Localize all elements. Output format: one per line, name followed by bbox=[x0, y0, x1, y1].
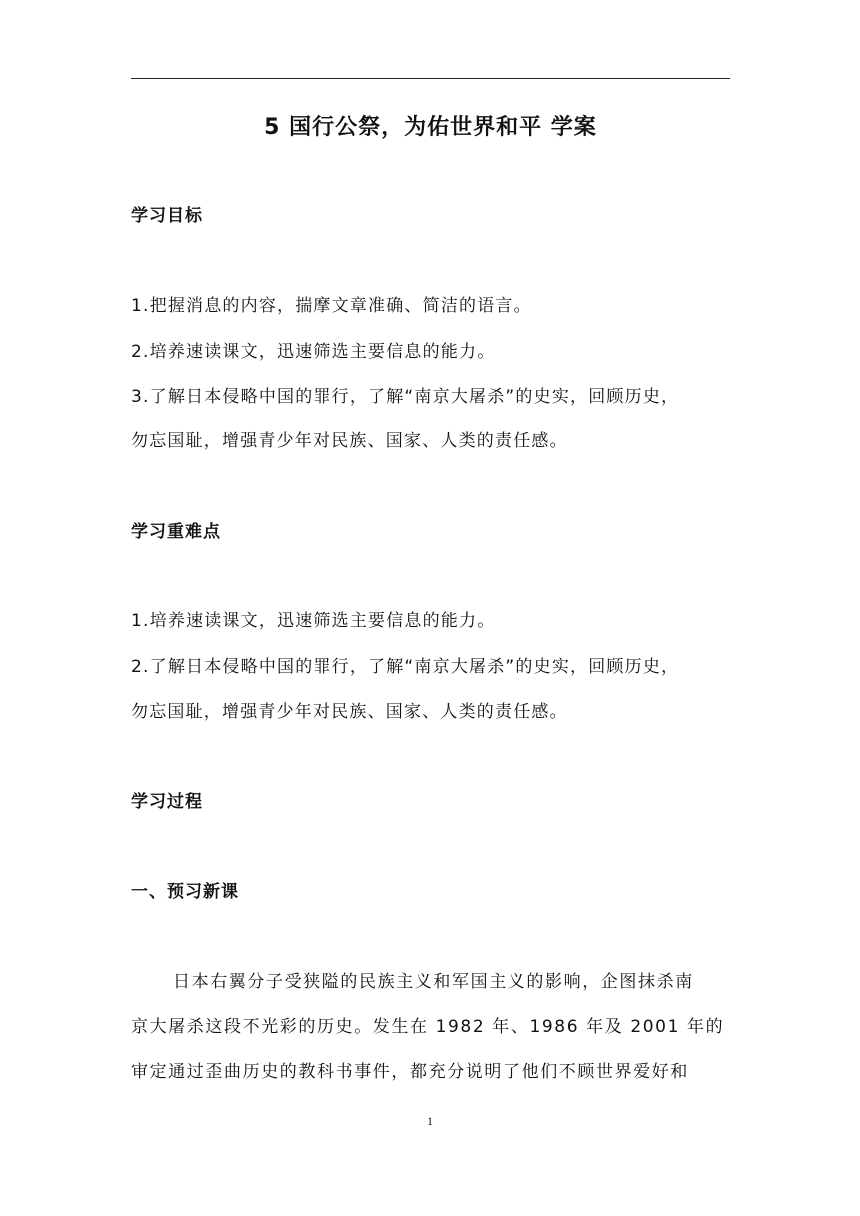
process-heading: 学习过程 bbox=[131, 792, 203, 812]
header-rule bbox=[131, 78, 730, 79]
objective-item-1: 1.把握消息的内容，揣摩文章准确、简洁的语言。 bbox=[131, 296, 532, 316]
objectives-heading: 学习目标 bbox=[131, 206, 203, 226]
page-number: 1 bbox=[427, 1114, 433, 1128]
paragraph-line-3: 审定通过歪曲历史的教科书事件，都充分说明了他们不顾世界爱好和 bbox=[131, 1062, 689, 1082]
key-point-item-2: 2.了解日本侵略中国的罪行，了解“南京大屠杀”的史实，回顾历史， bbox=[131, 657, 680, 677]
document-title: 5 国行公祭，为佑世界和平 学案 bbox=[264, 115, 597, 140]
key-point-item-2-continued: 勿忘国耻，增强青少年对民族、国家、人类的责任感。 bbox=[131, 702, 568, 722]
objective-item-3-continued: 勿忘国耻，增强青少年对民族、国家、人类的责任感。 bbox=[131, 431, 568, 451]
key-points-heading: 学习重难点 bbox=[131, 522, 221, 542]
preview-subheading: 一、预习新课 bbox=[131, 882, 239, 902]
paragraph-line-1: 日本右翼分子受狭隘的民族主义和军国主义的影响，企图抹杀南 bbox=[173, 972, 694, 992]
objective-item-3: 3.了解日本侵略中国的罪行，了解“南京大屠杀”的史实，回顾历史， bbox=[131, 387, 680, 407]
paragraph-line-2: 京大屠杀这段不光彩的历史。发生在 1982 年、1986 年及 2001 年的 bbox=[131, 1017, 725, 1037]
key-point-item-1: 1.培养速读课文，迅速筛选主要信息的能力。 bbox=[131, 611, 496, 631]
objective-item-2: 2.培养速读课文，迅速筛选主要信息的能力。 bbox=[131, 342, 496, 362]
